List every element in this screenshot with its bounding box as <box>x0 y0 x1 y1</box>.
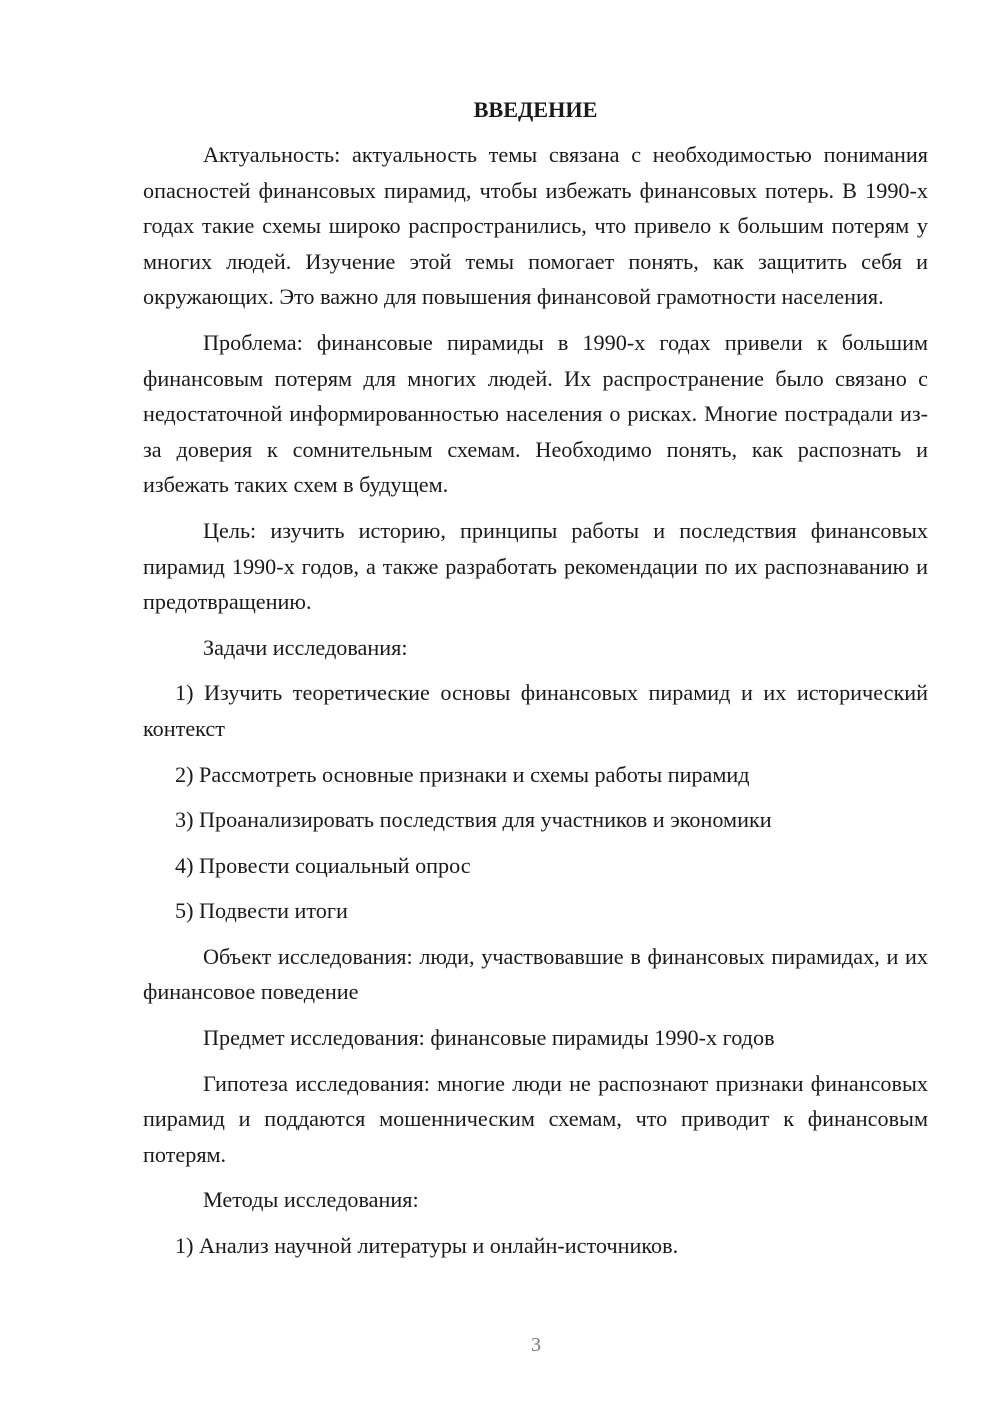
page-content <box>143 95 928 1274</box>
problem-paragraph: Проблема: финансовые пирамиды в 1990-х годах привели к большим финансовым потерям для многих людей. Их распространение было связано с недостаточной информированностью населения о рисках. Многие пострадали из-за доверия к сомнительным схемам. Необходимо понять, как распознать и избежать таких схем в будущем. <box>143 329 928 498</box>
goal-paragraph: Цель: изучить историю, принципы работы и последствия финансовых пирамид 1990-х годов, а также разработать рекомендации по их распознаванию и предотвращению. <box>143 517 928 615</box>
tasks-heading: Задачи исследования: <box>203 634 408 660</box>
object-paragraph: Объект исследования: люди, участвовавшие в финансовых пирамидах, и их финансовое поведение <box>143 943 928 1005</box>
method-item: 1) Анализ научной литературы и онлайн-источников. <box>175 1233 679 1259</box>
task-item: 4) Провести социальный опрос <box>175 852 471 878</box>
task-item: 3) Проанализировать последствия для участников и экономики <box>175 807 772 833</box>
subject-paragraph: Предмет исследования: финансовые пирамиды 1990-х годов <box>203 1025 775 1051</box>
relevance-paragraph: Актуальность: актуальность темы связана с необходимостью понимания опасностей финансовых пирамид, чтобы избежать финансовых потерь. В 1990-х годах такие схемы широко распространились, что привело к большим потерям у многих людей. Изучение этой темы помогает понять, как защитить себя и окружающих. Это важно для повышения финансовой грамотности населения. <box>143 142 928 310</box>
hypothesis-paragraph: Гипотеза исследования: многие люди не распознают признаки финансовых пирамид и поддаются мошенническим схемам, что приводит к финансовым потерям. <box>143 1070 928 1167</box>
task-item: 5) Подвести итоги <box>175 898 348 924</box>
methods-heading: Методы исследования: <box>203 1187 419 1213</box>
task-item: 2) Рассмотреть основные признаки и схемы работы пирамид <box>175 761 750 787</box>
page-number: 3 <box>531 1334 541 1356</box>
section-title: ВВЕДЕНИЕ <box>473 97 598 122</box>
task-item: 1) Изучить теоретические основы финансовых пирамид и их исторический контекст <box>143 680 928 741</box>
